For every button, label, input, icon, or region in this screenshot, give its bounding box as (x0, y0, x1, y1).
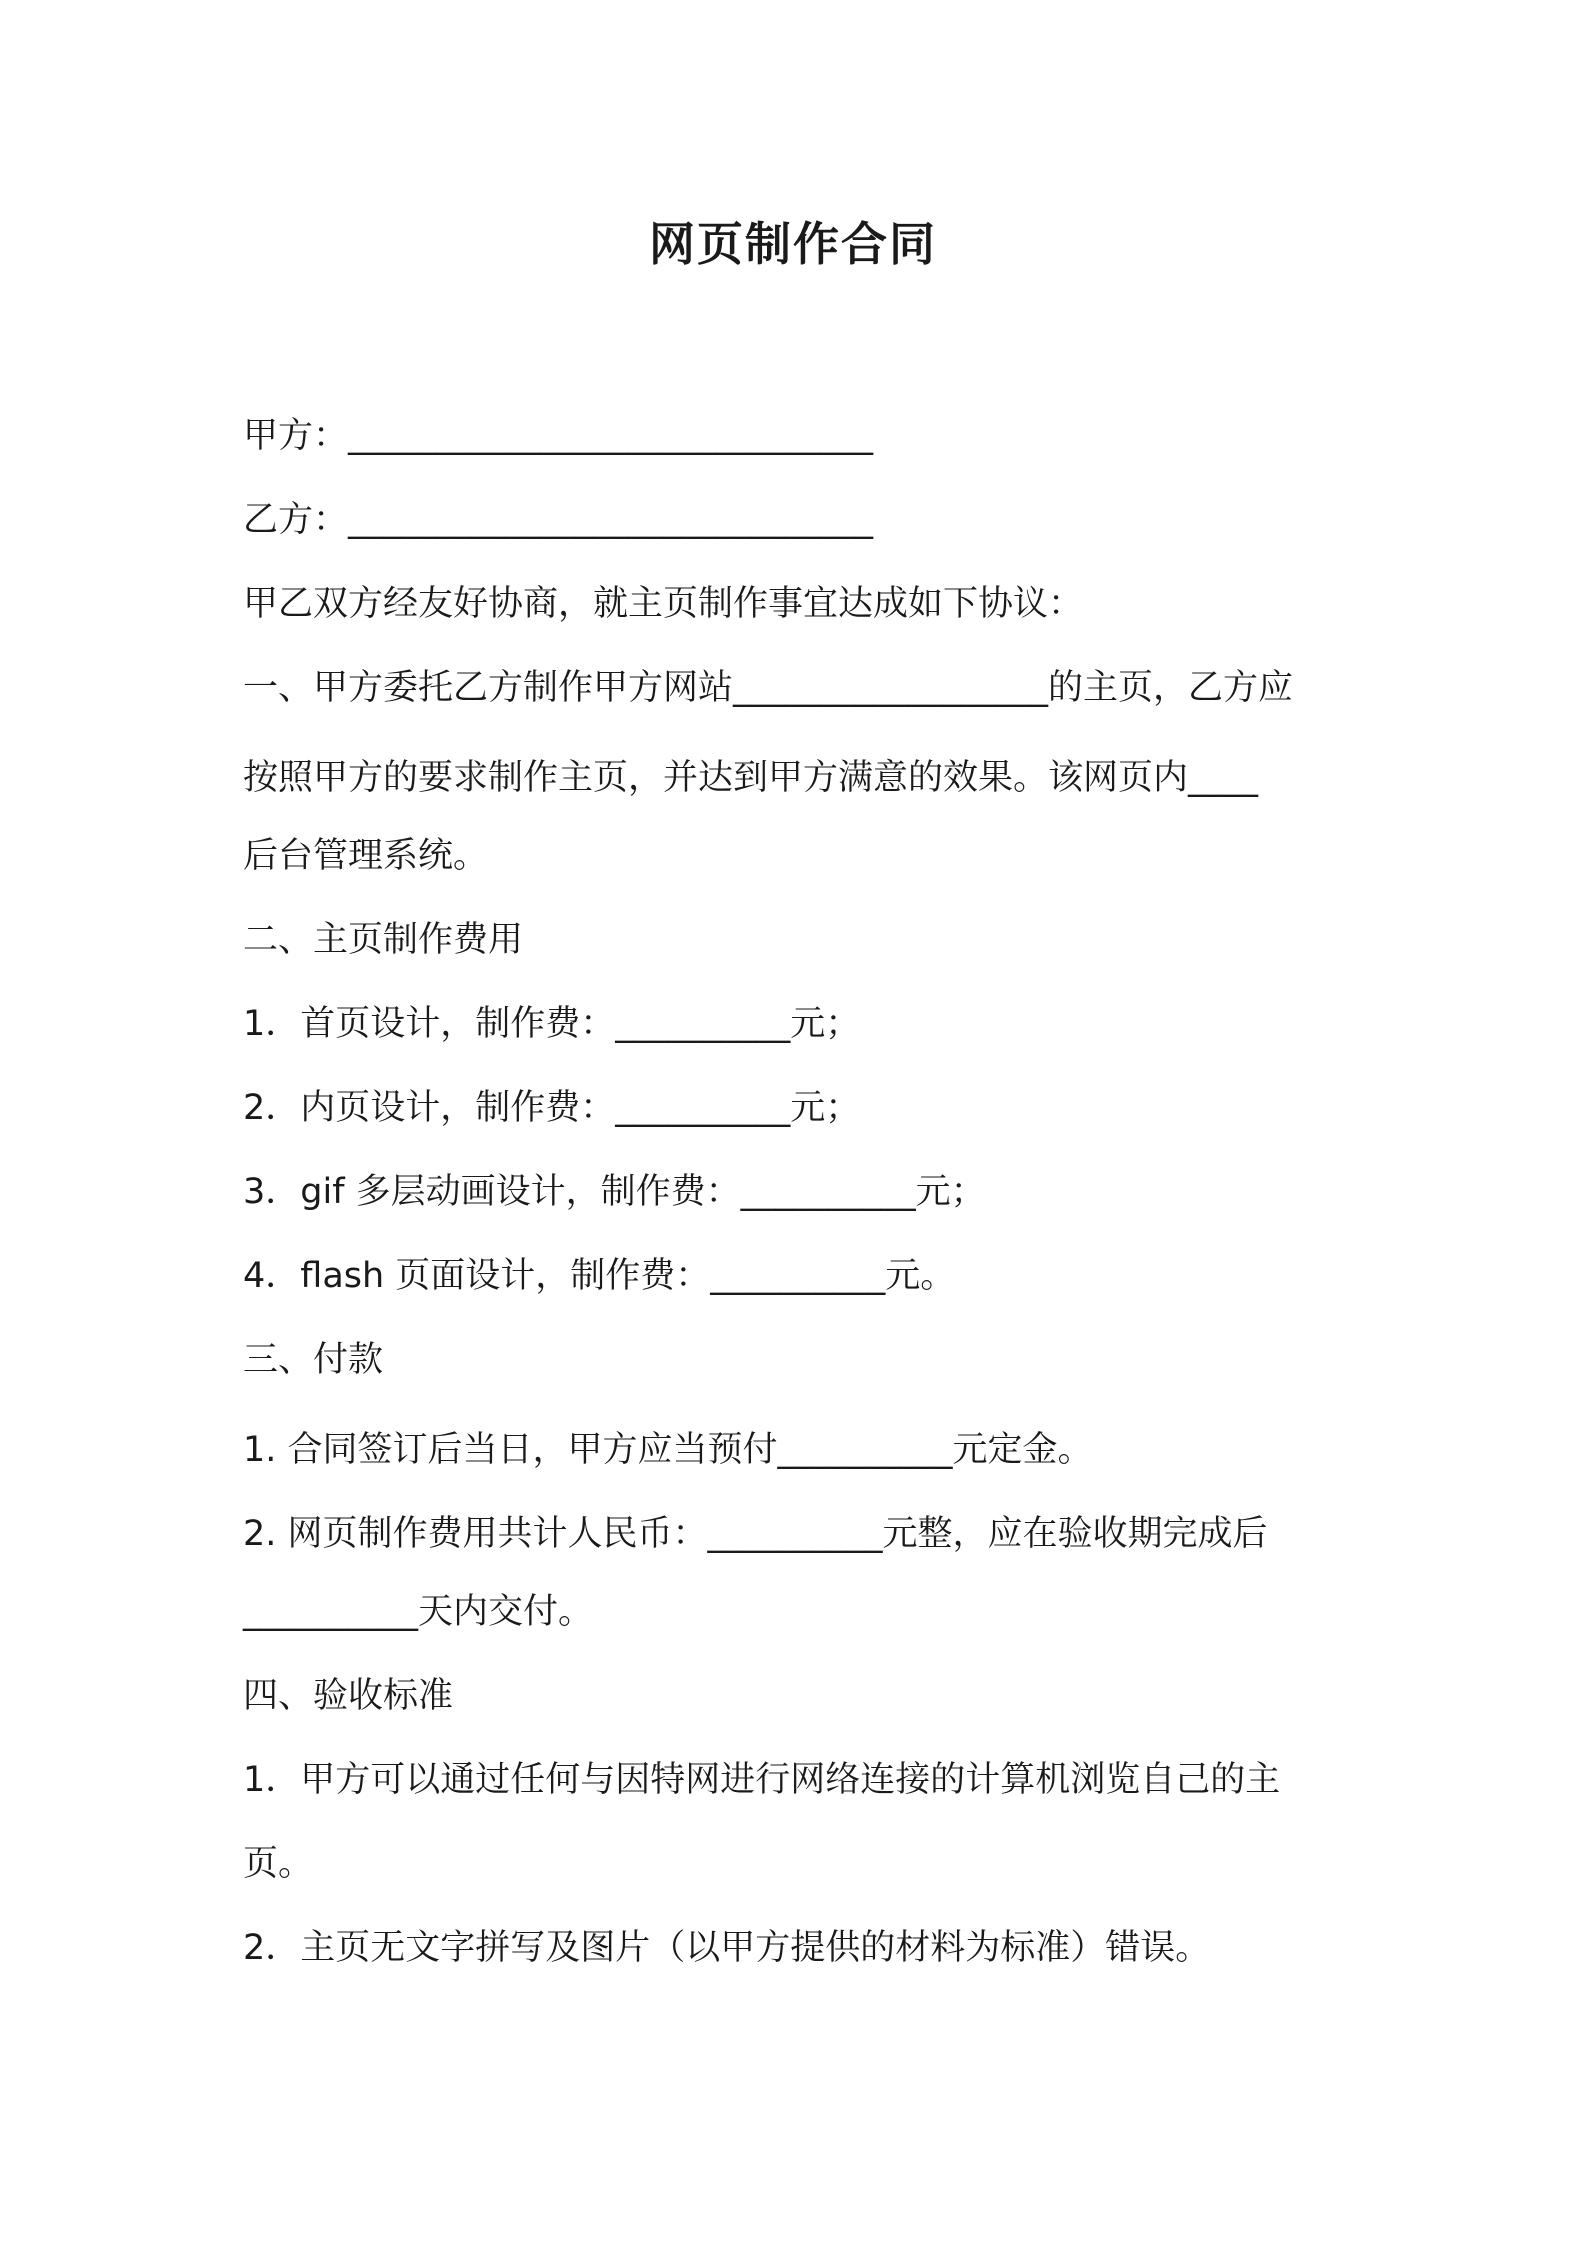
acceptance-item-1-line-2: 页。 (243, 1844, 314, 1884)
clause-1-line-1: 一、甲方委托乙方制作甲方网站__________________的主页，乙方应 (243, 668, 1294, 708)
clause-1-line-2: 按照甲方的要求制作主页，并达到甲方满意的效果。该网页内____ (243, 758, 1259, 798)
party-a-line: 甲方：______________________________ (243, 416, 874, 456)
preamble-line: 甲乙双方经友好协商，就主页制作事宜达成如下协议： (243, 584, 1084, 624)
clause-1-line-3: 后台管理系统。 (243, 836, 489, 876)
fee-item-1: 1．首页设计，制作费：__________元； (243, 1004, 861, 1044)
payment-item-2-line-1: 2. 网页制作费用共计人民币：__________元整，应在验收期完成后 (243, 1514, 1268, 1554)
section-4-heading: 四、验收标准 (243, 1676, 454, 1716)
fee-item-4: 4．flash 页面设计，制作费：__________元。 (243, 1256, 956, 1296)
section-2-heading: 二、主页制作费用 (243, 920, 524, 960)
party-b-line: 乙方：______________________________ (243, 500, 874, 540)
acceptance-item-2: 2．主页无文字拼写及图片（以甲方提供的材料为标准）错误。 (243, 1928, 1211, 1968)
section-3-heading: 三、付款 (243, 1340, 384, 1380)
payment-item-2-line-2: __________天内交付。 (243, 1592, 594, 1632)
fee-item-2: 2．内页设计，制作费：__________元； (243, 1088, 861, 1128)
document-title: 网页制作合同 (649, 217, 937, 271)
fee-item-3: 3．gif 多层动画设计，制作费：__________元； (243, 1172, 986, 1212)
payment-item-1: 1. 合同签订后当日，甲方应当预付__________元定金。 (243, 1430, 1093, 1470)
acceptance-item-1-line-1: 1．甲方可以通过任何与因特网进行网络连接的计算机浏览自己的主 (243, 1760, 1281, 1800)
